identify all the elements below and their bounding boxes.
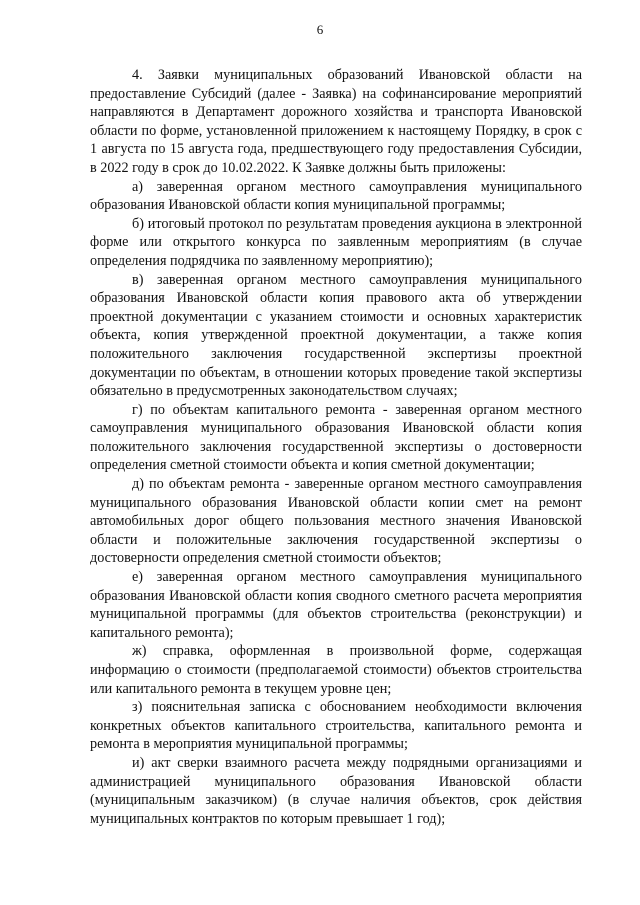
paragraph-item-v: в) заверенная органом местного самоуправления муниципального образования Ивановской области копия правового акта об утверждении проектной документации с указанием стоимости и основных характеристик объекта, копия утвержденной проектной документации, а также копия положительного заключения государственной экспертизы проектной документации по объектам, в отношении которых проведение такой экспертизы обязательно в предусмотренных законодательством случаях; (90, 271, 582, 400)
paragraph-item-a: а) заверенная органом местного самоуправления муниципального образования Ивановской области копия муниципальной программы; (90, 178, 582, 214)
paragraph-item-g: г) по объектам капитального ремонта - заверенная органом местного самоуправления муниципального образования Ивановской области копия положительного заключения государственной экспертизы о достоверности определения сметной стоимости объекта и копия сметной документации; (90, 401, 582, 474)
paragraph-item-e: е) заверенная органом местного самоуправления муниципального образования Ивановской области копия сводного сметного расчета мероприятия муниципальной программы (для объектов строительства (реконструкции) и капитального ремонта); (90, 569, 582, 641)
paragraph-item-b: б) итоговый протокол по результатам проведения аукциона в электронной форме или открытого конкурса по заявленным мероприятиям (в случае определения подрядчика по заявленному мероприятию); (90, 215, 582, 269)
paragraph-item-d: д) по объектам ремонта - заверенные органом местного самоуправления муниципального образования Ивановской области копии смет на ремонт автомобильных дорог общего пользования местного значения Ивановской области и положительные заключения государственной экспертизы о достоверности определения сметной стоимости объектов; (90, 476, 582, 567)
paragraph-item-zh: ж) справка, оформленная в произвольной форме, содержащая информацию о стоимости (предполагаемой стоимости) объектов строительства или капитального ремонта в текущем уровне цен; (90, 643, 582, 697)
page-number: 6 (316, 22, 324, 37)
paragraph-item-i: и) акт сверки взаимного расчета между подрядными организациями и администрацией муниципального образования Ивановской области (муниципальным заказчиком) (в случае наличия объектов, срок действия муниципальных контрактов по которым превышает 1 год); (90, 754, 582, 827)
paragraph-4-applications: 4. Заявки муниципальных образований Ивановской области на предоставление Субсидий (далее - Заявка) на софинансирование мероприятий направляются в Департамент дорожного хозяйства и транспорта Ивановской области по форме, установленной приложением к настоящему Порядку, в срок с 1 августа по 15 августа года, предшествующего году предоставления Субсидии, в 2022 году в срок до 10.02.2022. К Заявке должны быть приложены: (90, 67, 582, 176)
paragraph-item-z: з) пояснительная записка с обоснованием необходимости включения конкретных объектов капитального строительства, капитального ремонта и ремонта в мероприятия муниципальной программы; (90, 699, 582, 753)
document-body (90, 66, 582, 828)
